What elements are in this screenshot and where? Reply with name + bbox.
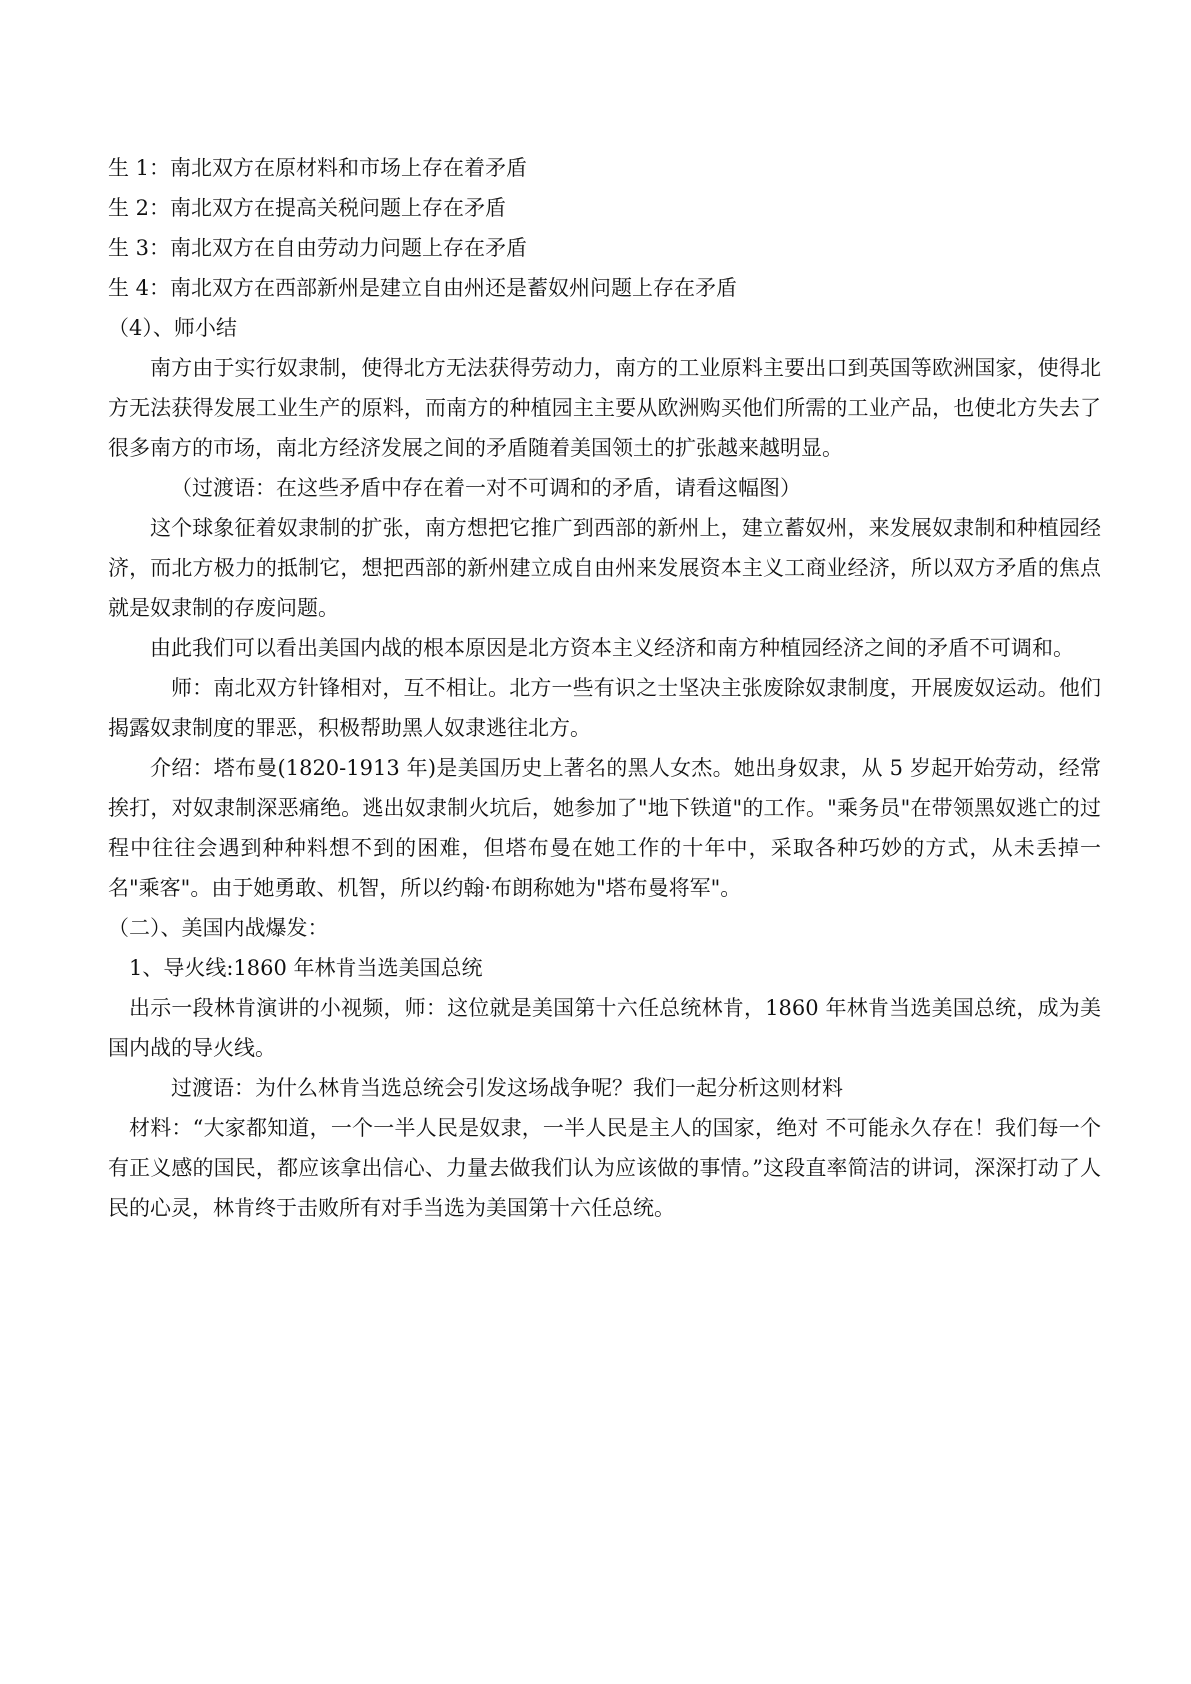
student-answer-1: 生 1：南北双方在原材料和市场上存在着矛盾 <box>108 156 528 180</box>
tubman-intro-paragraph: 介绍：塔布曼(1820-1913 年)是美国历史上著名的黑人女杰。她出身奴隶，从 5 岁起开始劳动，经常挨打，对奴隶制深恶痛绝。逃出奴隶制火坑后，她参加了"地下铁道"的工作。"乘务员"在带领黑奴逃亡的过程中往往会遇到种种料想不到的困难，但塔布曼在她工作的十年中，采取各种巧妙的方式，从未丢掉一名"乘客"。由于她勇敢、机智，所以约翰·布朗称她为"塔布曼将军"。 <box>108 756 1101 900</box>
video-paragraph: 出示一段林肯演讲的小视频，师：这位就是美国第十六任总统林肯，1860 年林肯当选美国总统，成为美国内战的导火线。 <box>108 996 1101 1060</box>
summary-paragraph: 南方由于实行奴隶制，使得北方无法获得劳动力，南方的工业原料主要出口到英国等欧洲国家，使得北方无法获得发展工业生产的原料，而南方的种植园主主要从欧洲购买他们所需的工业产品，也使北方失去了很多南方的市场，南北方经济发展之间的矛盾随着美国领土的扩张越来越明显。 <box>108 356 1101 460</box>
teacher-paragraph: 师：南北双方针锋相对，互不相让。北方一些有识之士坚决主张废除奴隶制度，开展废奴运动。他们揭露奴隶制度的罪恶，积极帮助黑人奴隶逃往北方。 <box>108 676 1101 740</box>
document-body <box>108 148 1101 1228</box>
ball-paragraph: 这个球象征着奴隶制的扩张，南方想把它推广到西部的新州上，建立蓄奴州，来发展奴隶制和种植园经济，而北方极力的抵制它，想把西部的新州建立成自由州来发展资本主义工商业经济，所以双方矛盾的焦点就是奴隶制的存废问题。 <box>108 516 1101 620</box>
material-paragraph: 材料：“大家都知道，一个一半人民是奴隶，一半人民是主人的国家，绝对 不可能永久存在！我们每一个有正义感的国民，都应该拿出信心、力量去做我们认为应该做的事情。”这段直率简洁的讲词，深深打动了人民的心灵，林肯终于击败所有对手当选为美国第十六任总统。 <box>108 1116 1101 1220</box>
transition-line-2: 过渡语：为什么林肯当选总统会引发这场战争呢？我们一起分析这则材料 <box>171 1076 843 1100</box>
root-cause-paragraph: 由此我们可以看出美国内战的根本原因是北方资本主义经济和南方种植园经济之间的矛盾不可调和。 <box>150 636 1074 660</box>
summary-heading: （4）、师小结 <box>108 316 237 340</box>
transition-line-1: （过渡语：在这些矛盾中存在着一对不可调和的矛盾，请看这幅图） <box>171 476 801 500</box>
section-heading: （二）、美国内战爆发： <box>108 916 329 940</box>
student-answer-3: 生 3：南北双方在自由劳动力问题上存在矛盾 <box>108 236 528 260</box>
student-answer-2: 生 2：南北双方在提高关税问题上存在矛盾 <box>108 196 507 220</box>
fuse-heading: 1、导火线:1860 年林肯当选美国总统 <box>129 956 483 980</box>
student-answer-4: 生 4：南北双方在西部新州是建立自由州还是蓄奴州问题上存在矛盾 <box>108 276 738 300</box>
